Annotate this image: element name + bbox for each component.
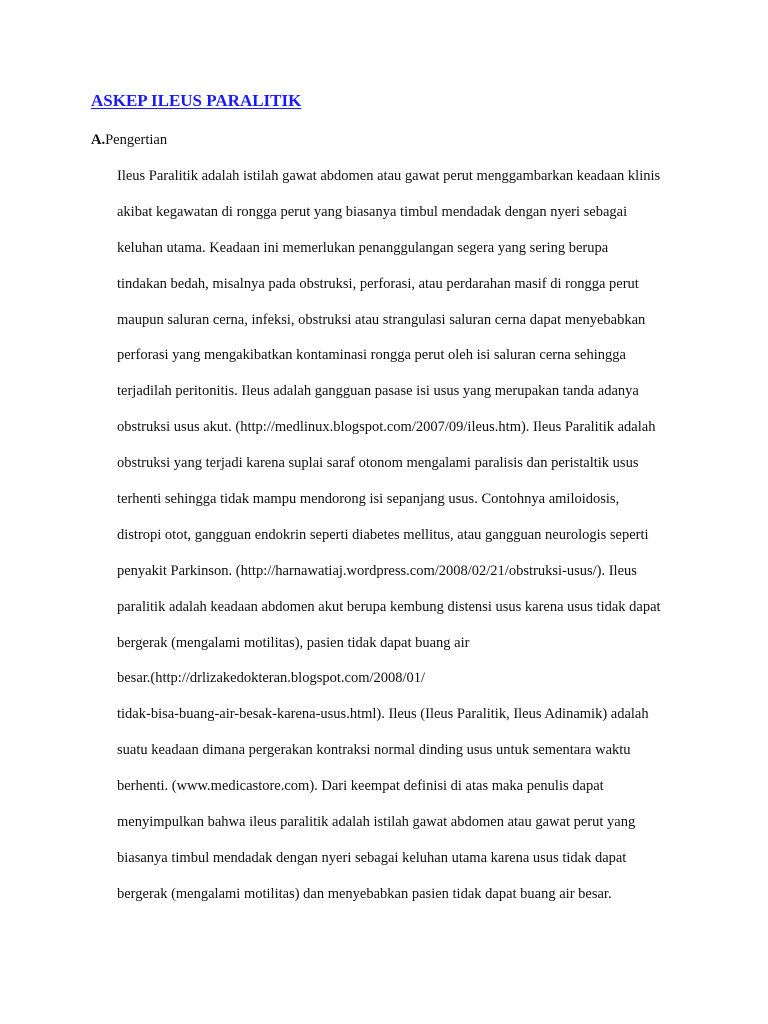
text-line: berhenti. (www.medicastore.com). Dari keempat definisi di atas maka penulis dapat (117, 778, 604, 795)
text-line: maupun saluran cerna, infeksi, obstruksi atau strangulasi saluran cerna dapat menyebabkan (117, 311, 646, 328)
body-paragraph (117, 166, 737, 920)
section-letter: A. (91, 132, 106, 148)
text-line: terhenti sehingga tidak mampu mendorong isi sepanjang usus. Contohnya amiloidosis, (117, 491, 620, 508)
section-heading (91, 132, 167, 149)
text-line: perforasi yang mengakibatkan kontaminasi rongga perut oleh isi saluran cerna sehingga (117, 347, 626, 364)
document-title: ASKEP ILEUS PARALITIK (91, 91, 302, 110)
text-line: Ileus Paralitik adalah istilah gawat abdomen atau gawat perut menggambarkan keadaan klinis (117, 168, 661, 184)
text-line: besar.(http://drlizakedokteran.blogspot.com/2008/01/ (117, 670, 426, 687)
text-line: penyakit Parkinson. (http://harnawatiaj.wordpress.com/2008/02/21/obstruksi-usus/). Ileus (117, 562, 637, 579)
text-line: tindakan bedah, misalnya pada obstruksi, perforasi, atau perdarahan masif di rongga perut (117, 275, 639, 292)
text-line: bergerak (mengalami motilitas) dan menyebabkan pasien tidak dapat buang air besar. (117, 885, 612, 902)
text-line: menyimpulkan bahwa ileus paralitik adalah istilah gawat abdomen atau gawat perut yang (117, 814, 636, 831)
text-line: obstruksi usus akut. (http://medlinux.blogspot.com/2007/09/ileus.htm). Ileus Paralitik adalah (117, 419, 656, 436)
text-line: keluhan utama. Keadaan ini memerlukan penanggulangan segera yang sering berupa (117, 239, 609, 256)
text-line: obstruksi yang terjadi karena suplai saraf otonom mengalami paralisis dan peristaltik usus (117, 455, 639, 472)
section-heading-text: Pengertian (105, 132, 168, 148)
text-line: suatu keadaan dimana pergerakan kontraksi normal dinding usus untuk sementara waktu (117, 742, 631, 759)
text-line: paralitik adalah keadaan abdomen akut berupa kembung distensi usus karena usus tidak dapat (117, 598, 661, 615)
text-line: bergerak (mengalami motilitas), pasien tidak dapat buang air (117, 634, 470, 651)
text-line: distropi otot, gangguan endokrin seperti diabetes mellitus, atau gangguan neurologis seperti (117, 526, 649, 543)
text-line: akibat kegawatan di rongga perut yang biasanya timbul mendadak dengan nyeri sebagai (117, 203, 628, 220)
text-line: biasanya timbul mendadak dengan nyeri sebagai keluhan utama karena usus tidak dapat (117, 849, 627, 866)
text-line: tidak-bisa-buang-air-besak-karena-usus.html). Ileus (Ileus Paralitik, Ileus Adinamik) adalah (117, 706, 649, 723)
text-line: terjadilah peritonitis. Ileus adalah gangguan pasase isi usus yang merupakan tanda adanya (117, 383, 639, 400)
